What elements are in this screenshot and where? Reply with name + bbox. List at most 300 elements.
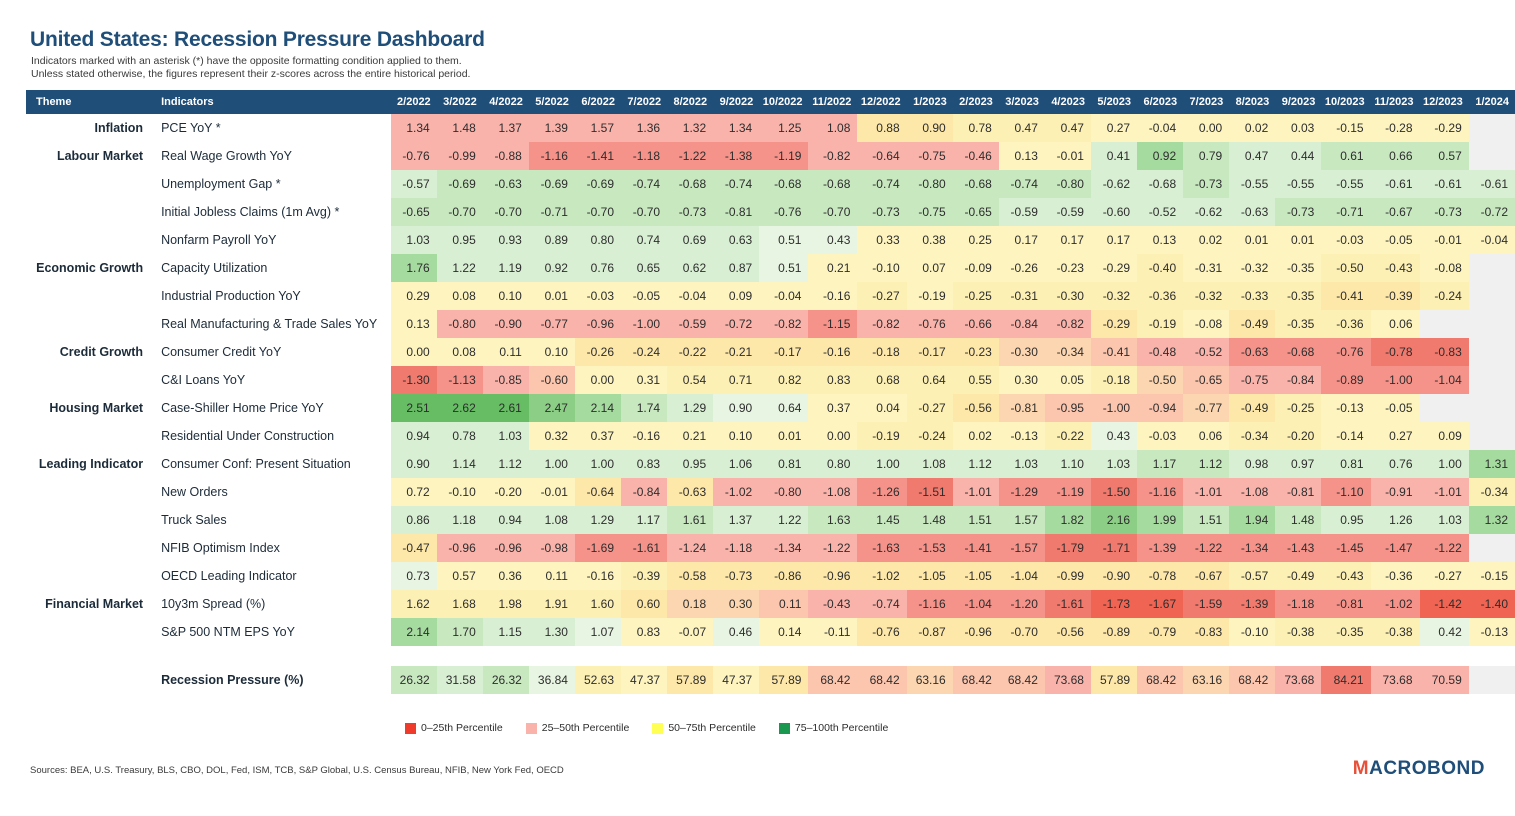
table-row — [26, 282, 1515, 310]
heatmap-cell: -0.66 — [953, 310, 999, 338]
heatmap-cell: -0.87 — [907, 618, 953, 646]
heatmap-cell: 1.37 — [713, 506, 759, 534]
heatmap-cell: 0.76 — [575, 254, 621, 282]
heatmap-cell: 0.95 — [667, 450, 713, 478]
heatmap-cell: -0.76 — [1321, 338, 1370, 366]
col-header-date: 5/2023 — [1091, 90, 1137, 114]
col-header-date: 6/2022 — [575, 90, 621, 114]
pressure-cell: 36.84 — [529, 666, 575, 694]
heatmap-cell: 1.12 — [953, 450, 999, 478]
heatmap-cell: -1.69 — [575, 534, 621, 562]
heatmap-cell: -0.35 — [1321, 618, 1370, 646]
spacer-cell — [1045, 646, 1091, 666]
pressure-cell: 52.63 — [575, 666, 621, 694]
heatmap-cell: -0.15 — [1321, 114, 1370, 142]
heatmap-cell: -0.63 — [483, 170, 529, 198]
heatmap-cell: -0.01 — [1045, 142, 1091, 170]
heatmap-cell: -1.51 — [907, 478, 953, 506]
heatmap-cell: 0.51 — [759, 226, 808, 254]
heatmap-cell: 0.73 — [391, 562, 437, 590]
heatmap-cell: -1.04 — [999, 562, 1045, 590]
heatmap-cell: -0.76 — [857, 618, 906, 646]
heatmap-cell: -0.08 — [1420, 254, 1469, 282]
heatmap-cell: -0.15 — [1469, 562, 1515, 590]
heatmap-cell: -1.39 — [1229, 590, 1275, 618]
table-head — [26, 90, 1515, 114]
heatmap-cell: -1.53 — [907, 534, 953, 562]
heatmap-cell: -1.61 — [1045, 590, 1091, 618]
heatmap-cell: -1.34 — [1229, 534, 1275, 562]
heatmap-cell: -0.72 — [713, 310, 759, 338]
heatmap-cell: -1.02 — [713, 478, 759, 506]
heatmap-cell: -1.19 — [1045, 478, 1091, 506]
heatmap-cell: -0.03 — [1137, 422, 1183, 450]
row-indicator-label: Real Manufacturing & Trade Sales YoY — [153, 310, 391, 338]
col-header-date: 10/2022 — [759, 90, 808, 114]
heatmap-cell: -0.73 — [667, 198, 713, 226]
heatmap-cell: 0.54 — [667, 366, 713, 394]
table-row — [26, 366, 1515, 394]
heatmap-cell: -0.59 — [1045, 198, 1091, 226]
legend-label: 75–100th Percentile — [794, 722, 889, 734]
heatmap-cell: -0.59 — [999, 198, 1045, 226]
heatmap-cell: 2.62 — [437, 394, 483, 422]
row-theme-label — [26, 282, 153, 310]
heatmap-cell: 0.57 — [437, 562, 483, 590]
legend-label: 0–25th Percentile — [421, 722, 503, 734]
heatmap-cell: -0.05 — [621, 282, 667, 310]
heatmap-cell: 0.86 — [391, 506, 437, 534]
row-theme-label — [26, 226, 153, 254]
spacer-cell — [1371, 646, 1420, 666]
heatmap-cell: 0.21 — [667, 422, 713, 450]
heatmap-cell: 0.61 — [1321, 142, 1370, 170]
heatmap-cell: -0.84 — [621, 478, 667, 506]
heatmap-cell: -0.16 — [808, 282, 857, 310]
heatmap-cell: -0.38 — [1275, 618, 1321, 646]
heatmap-cell — [1469, 394, 1515, 422]
heatmap-cell: -0.76 — [759, 198, 808, 226]
row-indicator-label: Consumer Credit YoY — [153, 338, 391, 366]
row-indicator-label: Industrial Production YoY — [153, 282, 391, 310]
legend-item — [405, 722, 503, 734]
heatmap-cell — [1420, 394, 1469, 422]
heatmap-cell: -0.80 — [759, 478, 808, 506]
heatmap-cell: -0.73 — [713, 562, 759, 590]
heatmap-cell: 0.00 — [1183, 114, 1229, 142]
table-body — [26, 114, 1515, 694]
pressure-cell — [1469, 666, 1515, 694]
brand-text: ACROBOND — [1369, 758, 1485, 779]
heatmap-cell: -0.58 — [667, 562, 713, 590]
heatmap-cell: -0.85 — [483, 366, 529, 394]
pressure-cell: 57.89 — [759, 666, 808, 694]
heatmap-cell: 0.62 — [667, 254, 713, 282]
heatmap-cell: -0.29 — [1420, 114, 1469, 142]
heatmap-cell: 0.41 — [1091, 142, 1137, 170]
heatmap-cell: -0.43 — [1371, 254, 1420, 282]
table-row — [26, 534, 1515, 562]
row-theme-label: Leading Indicator — [26, 450, 153, 478]
heatmap-cell: 0.98 — [1229, 450, 1275, 478]
pressure-cell: 70.59 — [1420, 666, 1469, 694]
heatmap-cell: -0.61 — [1469, 170, 1515, 198]
heatmap-cell: 0.57 — [1420, 142, 1469, 170]
spacer-row — [26, 646, 1515, 666]
heatmap-cell: -0.33 — [1229, 282, 1275, 310]
heatmap-cell: -0.36 — [1321, 310, 1370, 338]
row-theme-label — [26, 310, 153, 338]
table-row — [26, 198, 1515, 226]
heatmap-cell: 1.12 — [483, 450, 529, 478]
heatmap-cell: -0.70 — [437, 198, 483, 226]
heatmap-cell: 1.15 — [483, 618, 529, 646]
heatmap-cell: 0.03 — [1275, 114, 1321, 142]
heatmap-cell: -0.82 — [1045, 310, 1091, 338]
heatmap-cell: 0.30 — [713, 590, 759, 618]
row-theme-label — [26, 198, 153, 226]
pressure-row-label: Recession Pressure (%) — [153, 666, 391, 694]
heatmap-cell: 0.47 — [999, 114, 1045, 142]
heatmap-cell: 0.90 — [391, 450, 437, 478]
heatmap-cell: -0.90 — [483, 310, 529, 338]
heatmap-cell: -1.22 — [1183, 534, 1229, 562]
table-row — [26, 506, 1515, 534]
heatmap-cell: -0.98 — [529, 534, 575, 562]
heatmap-cell: -1.24 — [667, 534, 713, 562]
heatmap-cell: -0.73 — [1275, 198, 1321, 226]
heatmap-cell: -1.30 — [391, 366, 437, 394]
heatmap-cell — [1469, 254, 1515, 282]
heatmap-cell: -1.01 — [1183, 478, 1229, 506]
heatmap-cell: 1.25 — [759, 114, 808, 142]
heatmap-cell: -0.81 — [1321, 590, 1370, 618]
heatmap-cell: -1.01 — [953, 478, 999, 506]
col-header-date: 7/2023 — [1183, 90, 1229, 114]
spacer-cell — [391, 646, 437, 666]
heatmap-cell: -0.56 — [1045, 618, 1091, 646]
heatmap-cell: 1.57 — [999, 506, 1045, 534]
heatmap-cell: 1.10 — [1045, 450, 1091, 478]
heatmap-cell: -0.86 — [759, 562, 808, 590]
heatmap-cell: 1.31 — [1469, 450, 1515, 478]
heatmap-cell: -0.61 — [1420, 170, 1469, 198]
row-theme-label — [26, 422, 153, 450]
col-header-date: 5/2022 — [529, 90, 575, 114]
heatmap-cell: -1.45 — [1321, 534, 1370, 562]
col-header-date: 8/2023 — [1229, 90, 1275, 114]
heatmap-cell: -1.57 — [999, 534, 1045, 562]
heatmap-cell: 0.97 — [1275, 450, 1321, 478]
heatmap-cell: -0.25 — [953, 282, 999, 310]
heatmap-cell — [1469, 310, 1515, 338]
heatmap-cell: -0.30 — [1045, 282, 1091, 310]
heatmap-cell — [1469, 142, 1515, 170]
heatmap-cell: 0.09 — [1420, 422, 1469, 450]
heatmap-cell: -0.76 — [907, 310, 953, 338]
heatmap-cell: -0.26 — [575, 338, 621, 366]
heatmap-cell: -0.82 — [857, 310, 906, 338]
heatmap-cell: -0.68 — [1275, 338, 1321, 366]
heatmap-cell: -0.32 — [1091, 282, 1137, 310]
heatmap-cell: -0.36 — [1371, 562, 1420, 590]
heatmap-cell: 0.55 — [953, 366, 999, 394]
heatmap-cell: 0.01 — [529, 282, 575, 310]
pressure-cell: 68.42 — [1229, 666, 1275, 694]
spacer-cell — [1183, 646, 1229, 666]
col-header-date: 12/2023 — [1420, 90, 1469, 114]
heatmap-cell: 0.11 — [483, 338, 529, 366]
heatmap-cell: -0.18 — [857, 338, 906, 366]
heatmap-cell: -0.72 — [1469, 198, 1515, 226]
spacer-cell — [953, 646, 999, 666]
spacer-cell — [1137, 646, 1183, 666]
heatmap-cell: 1.48 — [1275, 506, 1321, 534]
heatmap-cell: 2.61 — [483, 394, 529, 422]
heatmap-cell: -0.80 — [437, 310, 483, 338]
legend-swatch — [779, 723, 790, 734]
heatmap-cell: 1.76 — [391, 254, 437, 282]
heatmap-cell: -0.04 — [1137, 114, 1183, 142]
pressure-cell: 26.32 — [391, 666, 437, 694]
heatmap-cell: -0.09 — [953, 254, 999, 282]
heatmap-cell: -0.68 — [808, 170, 857, 198]
heatmap-cell: 0.94 — [483, 506, 529, 534]
heatmap-cell: 1.22 — [759, 506, 808, 534]
heatmap-cell: 1.61 — [667, 506, 713, 534]
heatmap-cell: 1.03 — [1420, 506, 1469, 534]
heatmap-cell: 0.94 — [391, 422, 437, 450]
heatmap-cell: -0.10 — [857, 254, 906, 282]
heatmap-cell: 1.94 — [1229, 506, 1275, 534]
heatmap-cell: 1.29 — [575, 506, 621, 534]
pressure-cell: 47.37 — [621, 666, 667, 694]
heatmap-cell: -0.48 — [1137, 338, 1183, 366]
heatmap-cell: -1.41 — [953, 534, 999, 562]
heatmap-cell: 1.03 — [483, 422, 529, 450]
heatmap-cell: -0.96 — [808, 562, 857, 590]
col-header-date: 1/2023 — [907, 90, 953, 114]
heatmap-cell: -1.05 — [907, 562, 953, 590]
spacer-cell — [1469, 646, 1515, 666]
heatmap-cell: 2.14 — [575, 394, 621, 422]
spacer-cell — [1091, 646, 1137, 666]
heatmap-cell: 0.01 — [1275, 226, 1321, 254]
heatmap-cell: -0.03 — [1321, 226, 1370, 254]
heatmap-cell: -1.39 — [1137, 534, 1183, 562]
heatmap-cell: -1.19 — [759, 142, 808, 170]
heatmap-cell: -0.52 — [1137, 198, 1183, 226]
heatmap-cell: 1.57 — [575, 114, 621, 142]
heatmap-cell: -0.20 — [483, 478, 529, 506]
heatmap-cell: -0.03 — [575, 282, 621, 310]
heatmap-cell: 1.36 — [621, 114, 667, 142]
row-theme-label — [26, 562, 153, 590]
heatmap-cell: -0.96 — [953, 618, 999, 646]
heatmap-cell: 0.95 — [1321, 506, 1370, 534]
col-header-date: 2/2022 — [391, 90, 437, 114]
heatmap-cell: -1.79 — [1045, 534, 1091, 562]
heatmap-cell: -0.99 — [437, 142, 483, 170]
heatmap-cell: 1.22 — [437, 254, 483, 282]
heatmap-cell: -0.17 — [907, 338, 953, 366]
heatmap-cell: -0.96 — [575, 310, 621, 338]
heatmap-cell: 0.14 — [759, 618, 808, 646]
col-header-date: 9/2022 — [713, 90, 759, 114]
heatmap-cell: -0.62 — [1183, 198, 1229, 226]
heatmap-cell: 0.79 — [1183, 142, 1229, 170]
heatmap-cell: 0.10 — [529, 338, 575, 366]
heatmap-cell: -0.68 — [667, 170, 713, 198]
heatmap-cell: 1.48 — [907, 506, 953, 534]
heatmap-cell: -0.60 — [529, 366, 575, 394]
heatmap-cell: -0.35 — [1275, 310, 1321, 338]
heatmap-cell: -0.49 — [1229, 394, 1275, 422]
heatmap-cell: -1.22 — [1420, 534, 1469, 562]
row-indicator-label: Residential Under Construction — [153, 422, 391, 450]
row-indicator-label: Real Wage Growth YoY — [153, 142, 391, 170]
heatmap-cell: -0.63 — [1229, 338, 1275, 366]
heatmap-cell: 0.02 — [953, 422, 999, 450]
heatmap-cell: 0.18 — [667, 590, 713, 618]
heatmap-cell: -0.84 — [999, 310, 1045, 338]
heatmap-cell: -0.90 — [1091, 562, 1137, 590]
heatmap-cell: -0.01 — [1420, 226, 1469, 254]
heatmap-cell: 0.87 — [713, 254, 759, 282]
pressure-cell: 73.68 — [1275, 666, 1321, 694]
heatmap-cell: -0.61 — [1371, 170, 1420, 198]
heatmap-cell: -0.19 — [907, 282, 953, 310]
heatmap-cell — [1469, 114, 1515, 142]
sources-note: Sources: BEA, U.S. Treasury, BLS, CBO, DOL, Fed, ISM, TCB, S&P Global, U.S. Census Bureau, NFIB, New York Fed, OECD — [30, 765, 564, 776]
heatmap-cell: 1.18 — [437, 506, 483, 534]
heatmap-cell: 0.83 — [621, 450, 667, 478]
heatmap-cell: -0.34 — [1469, 478, 1515, 506]
heatmap-cell: 0.06 — [1371, 310, 1420, 338]
heatmap-cell: -0.31 — [1183, 254, 1229, 282]
heatmap-cell: -0.31 — [999, 282, 1045, 310]
heatmap-cell: -0.29 — [1091, 254, 1137, 282]
heatmap-cell: -0.39 — [621, 562, 667, 590]
heatmap-cell: 1.00 — [575, 450, 621, 478]
heatmap-cell: -1.29 — [999, 478, 1045, 506]
spacer-cell — [529, 646, 575, 666]
heatmap-cell: -0.04 — [759, 282, 808, 310]
heatmap-cell: -1.08 — [808, 478, 857, 506]
heatmap-cell: 0.17 — [1045, 226, 1091, 254]
heatmap-cell: -0.74 — [857, 590, 906, 618]
heatmap-cell: -1.50 — [1091, 478, 1137, 506]
legend-label: 25–50th Percentile — [541, 722, 630, 734]
heatmap-cell: -0.67 — [1183, 562, 1229, 590]
heatmap-cell: 0.17 — [999, 226, 1045, 254]
heatmap-cell: -0.05 — [1371, 226, 1420, 254]
heatmap-cell: -0.63 — [667, 478, 713, 506]
heatmap-cell: -0.77 — [529, 310, 575, 338]
row-theme-label — [26, 170, 153, 198]
heatmap-cell: 1.14 — [437, 450, 483, 478]
row-indicator-label: Unemployment Gap * — [153, 170, 391, 198]
heatmap-cell: 0.13 — [1137, 226, 1183, 254]
heatmap-cell: 1.60 — [575, 590, 621, 618]
heatmap-cell: -0.10 — [1229, 618, 1275, 646]
heatmap-cell: -1.73 — [1091, 590, 1137, 618]
heatmap-cell: -1.38 — [713, 142, 759, 170]
col-header-indicators: Indicators — [153, 90, 391, 114]
heatmap-cell: 0.93 — [483, 226, 529, 254]
heatmap-cell: 2.16 — [1091, 506, 1137, 534]
heatmap-cell: 0.00 — [575, 366, 621, 394]
header-row — [26, 90, 1515, 114]
spacer-cell — [483, 646, 529, 666]
heatmap-cell: -0.80 — [1045, 170, 1091, 198]
heatmap-cell: -0.64 — [575, 478, 621, 506]
heatmap-cell: -1.16 — [907, 590, 953, 618]
heatmap-cell: -0.07 — [667, 618, 713, 646]
heatmap-cell: -0.10 — [437, 478, 483, 506]
row-indicator-label: New Orders — [153, 478, 391, 506]
heatmap-cell: -0.74 — [999, 170, 1045, 198]
heatmap-cell: 1.00 — [1420, 450, 1469, 478]
spacer-cell — [808, 646, 857, 666]
heatmap-cell: 0.47 — [1229, 142, 1275, 170]
heatmap-cell: -0.05 — [1371, 394, 1420, 422]
heatmap-cell: -1.18 — [621, 142, 667, 170]
heatmap-cell: -1.13 — [437, 366, 483, 394]
spacer-cell — [759, 646, 808, 666]
heatmap-cell: -0.17 — [759, 338, 808, 366]
heatmap-cell: 0.02 — [1183, 226, 1229, 254]
heatmap-cell: -0.71 — [529, 198, 575, 226]
col-header-date: 3/2023 — [999, 90, 1045, 114]
heatmap-cell: 1.29 — [667, 394, 713, 422]
heatmap-cell: -0.73 — [857, 198, 906, 226]
heatmap-cell — [1420, 310, 1469, 338]
col-header-date: 11/2022 — [808, 90, 857, 114]
heatmap-cell: 0.08 — [437, 282, 483, 310]
row-indicator-label: S&P 500 NTM EPS YoY — [153, 618, 391, 646]
pressure-cell: 68.42 — [808, 666, 857, 694]
heatmap-cell: 0.21 — [808, 254, 857, 282]
col-header-date: 10/2023 — [1321, 90, 1370, 114]
heatmap-cell: 1.03 — [999, 450, 1045, 478]
heatmap-cell: -0.78 — [1137, 562, 1183, 590]
pressure-cell: 47.37 — [713, 666, 759, 694]
heatmap-cell: 0.47 — [1045, 114, 1091, 142]
heatmap-cell: -0.59 — [667, 310, 713, 338]
heatmap-cell: -0.81 — [1275, 478, 1321, 506]
row-theme-label: Labour Market — [26, 142, 153, 170]
pressure-cell: 73.68 — [1371, 666, 1420, 694]
heatmap-cell: -0.41 — [1321, 282, 1370, 310]
heatmap-cell: 1.32 — [667, 114, 713, 142]
heatmap-cell: -0.95 — [1045, 394, 1091, 422]
heatmap-cell: -0.36 — [1137, 282, 1183, 310]
legend-swatch — [405, 723, 416, 734]
heatmap-cell: -1.22 — [808, 534, 857, 562]
heatmap-cell: -0.74 — [857, 170, 906, 198]
heatmap-cell: 1.08 — [529, 506, 575, 534]
heatmap-cell: -0.04 — [667, 282, 713, 310]
heatmap-cell: 0.32 — [529, 422, 575, 450]
heatmap-cell: 1.91 — [529, 590, 575, 618]
heatmap-cell: -0.70 — [483, 198, 529, 226]
pressure-cell: 63.16 — [1183, 666, 1229, 694]
row-theme-label: Housing Market — [26, 394, 153, 422]
heatmap-cell — [1469, 422, 1515, 450]
heatmap-cell: -0.13 — [999, 422, 1045, 450]
table-row — [26, 422, 1515, 450]
